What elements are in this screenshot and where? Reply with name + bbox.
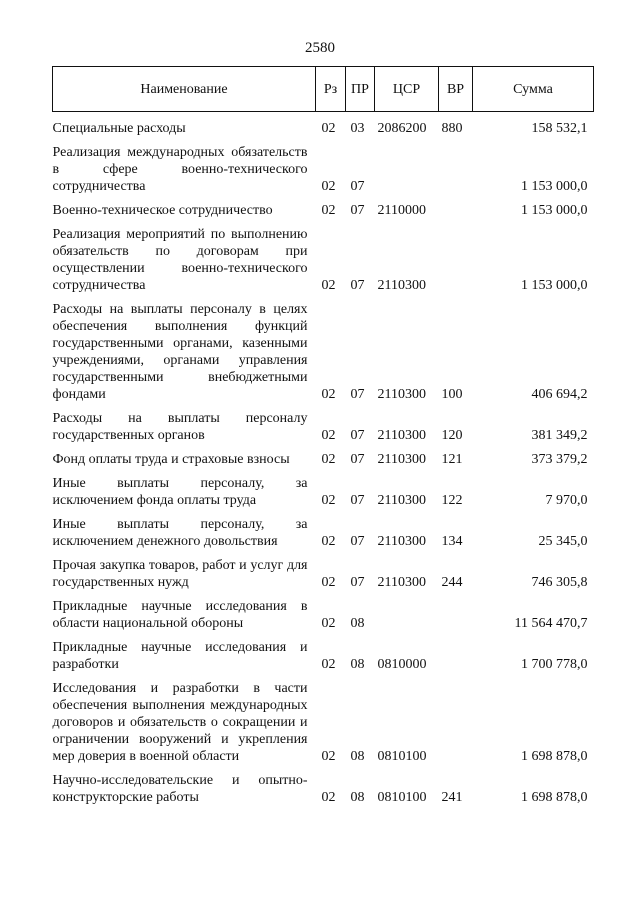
table-row xyxy=(53,219,594,294)
row-name: Реализация международных обязательств в сфере военно-технического сотрудничества xyxy=(52,145,308,194)
row-name: Иные выплаты персоналу, за исключением фонда оплаты труда xyxy=(52,476,308,508)
row-vr: 122 xyxy=(441,493,463,508)
row-vr xyxy=(439,195,473,219)
row-sum: 746 305,8 xyxy=(531,575,588,590)
row-vr xyxy=(439,137,473,195)
row-name: Иные выплаты персоналу, за исключением денежного довольствия xyxy=(52,517,308,549)
row-rz: 02 xyxy=(321,278,336,293)
row-pr: 08 xyxy=(350,790,365,805)
row-vr: 244 xyxy=(441,575,463,590)
row-vr: 121 xyxy=(441,452,463,467)
row-pr: 07 xyxy=(350,387,365,402)
row-csr: 2110300 xyxy=(377,278,426,293)
table-row xyxy=(53,137,594,195)
row-sum: 406 694,2 xyxy=(531,387,588,402)
row-vr: 134 xyxy=(441,534,463,549)
row-pr: 07 xyxy=(350,493,365,508)
header-vr: ВР xyxy=(439,67,473,112)
row-csr: 0810000 xyxy=(377,657,427,672)
header-sum: Сумма xyxy=(473,67,594,112)
row-vr xyxy=(439,673,473,765)
row-sum: 1 153 000,0 xyxy=(521,203,588,218)
page-number: 2580 xyxy=(305,40,335,56)
row-vr: 241 xyxy=(441,790,463,805)
row-rz: 02 xyxy=(321,749,336,764)
row-csr: 2110000 xyxy=(377,203,426,218)
table-row xyxy=(53,591,594,632)
row-csr: 2110300 xyxy=(377,428,426,443)
row-rz: 02 xyxy=(321,790,336,805)
row-sum: 7 970,0 xyxy=(545,493,588,508)
row-pr: 07 xyxy=(350,203,365,218)
row-vr xyxy=(439,219,473,294)
table-row xyxy=(53,632,594,673)
row-pr: 07 xyxy=(350,452,365,467)
row-vr: 880 xyxy=(441,121,463,136)
row-rz: 02 xyxy=(321,428,336,443)
row-name: Исследования и разработки в части обеспечения выполнения международных договоров и обязательств о сокращении и ограничении вооружений и укрепления мер доверия в военной области xyxy=(52,681,308,764)
row-name: Расходы на выплаты персоналу государственных органов xyxy=(52,411,308,443)
row-sum: 1 700 778,0 xyxy=(521,657,588,672)
row-vr xyxy=(439,632,473,673)
row-sum: 1 698 878,0 xyxy=(521,749,588,764)
row-rz: 02 xyxy=(321,493,336,508)
row-sum: 158 532,1 xyxy=(531,121,588,136)
table-row xyxy=(53,403,594,444)
row-pr: 07 xyxy=(350,278,365,293)
header-pr: ПР xyxy=(346,67,375,112)
row-vr: 120 xyxy=(441,428,463,443)
table-body xyxy=(53,112,594,807)
table-row xyxy=(53,195,594,219)
table-row xyxy=(53,468,594,509)
row-csr: 2110300 xyxy=(377,575,426,590)
table-row xyxy=(53,294,594,403)
table-row xyxy=(53,765,594,806)
row-pr: 03 xyxy=(350,121,365,136)
row-pr: 07 xyxy=(350,179,365,194)
row-rz: 02 xyxy=(321,534,336,549)
row-csr: 2110300 xyxy=(377,452,426,467)
row-name: Фонд оплаты труда и страховые взносы xyxy=(52,452,290,467)
row-csr: 2110300 xyxy=(377,387,426,402)
header-row xyxy=(53,67,594,112)
row-rz: 02 xyxy=(321,616,336,631)
row-name: Прочая закупка товаров, работ и услуг для государственных нужд xyxy=(52,558,308,590)
header-rz: Рз xyxy=(316,67,346,112)
row-vr: 100 xyxy=(441,387,463,402)
row-csr xyxy=(375,591,439,632)
row-pr: 08 xyxy=(350,657,365,672)
row-sum: 1 698 878,0 xyxy=(521,790,588,805)
row-csr: 2110300 xyxy=(377,534,426,549)
header-csr: ЦСР xyxy=(375,67,439,112)
row-pr: 08 xyxy=(350,616,365,631)
table-row xyxy=(53,444,594,468)
row-sum: 11 564 470,7 xyxy=(514,616,588,631)
row-vr xyxy=(439,591,473,632)
row-name: Расходы на выплаты персоналу в целях обеспечения выполнения функций государственными органами, казенными учреждениями, органами управления государственными внебюджетными фондами xyxy=(52,302,308,402)
row-rz: 02 xyxy=(321,575,336,590)
row-sum: 25 345,0 xyxy=(538,534,588,549)
table-row xyxy=(53,112,594,138)
row-name: Прикладные научные исследования и разработки xyxy=(52,640,308,672)
row-csr: 0810100 xyxy=(377,749,427,764)
row-sum: 1 153 000,0 xyxy=(521,278,588,293)
row-rz: 02 xyxy=(321,452,336,467)
row-name: Военно-техническое сотрудничество xyxy=(52,203,273,218)
row-rz: 02 xyxy=(321,657,336,672)
row-pr: 07 xyxy=(350,534,365,549)
row-pr: 07 xyxy=(350,575,365,590)
row-csr xyxy=(375,137,439,195)
row-csr: 2110300 xyxy=(377,493,426,508)
row-name: Прикладные научные исследования в области национальной обороны xyxy=(52,599,308,631)
row-sum: 1 153 000,0 xyxy=(521,179,588,194)
table-row xyxy=(53,673,594,765)
table-row xyxy=(53,550,594,591)
row-pr: 07 xyxy=(350,428,365,443)
row-name: Специальные расходы xyxy=(52,121,186,136)
table-row xyxy=(53,509,594,550)
table-header xyxy=(53,67,594,112)
row-csr: 0810100 xyxy=(377,790,427,805)
row-pr: 08 xyxy=(350,749,365,764)
row-sum: 381 349,2 xyxy=(531,428,588,443)
budget-table xyxy=(52,66,594,806)
row-name: Научно-исследовательские и опытно-конструкторские работы xyxy=(52,773,308,805)
row-sum: 373 379,2 xyxy=(531,452,588,467)
row-rz: 02 xyxy=(321,387,336,402)
row-name: Реализация мероприятий по выполнению обязательств по договорам при осуществлении военно-технического сотрудничества xyxy=(52,227,308,293)
row-rz: 02 xyxy=(321,121,336,136)
header-name: Наименование xyxy=(53,67,316,112)
row-rz: 02 xyxy=(321,203,336,218)
row-rz: 02 xyxy=(321,179,336,194)
row-csr: 2086200 xyxy=(377,121,427,136)
